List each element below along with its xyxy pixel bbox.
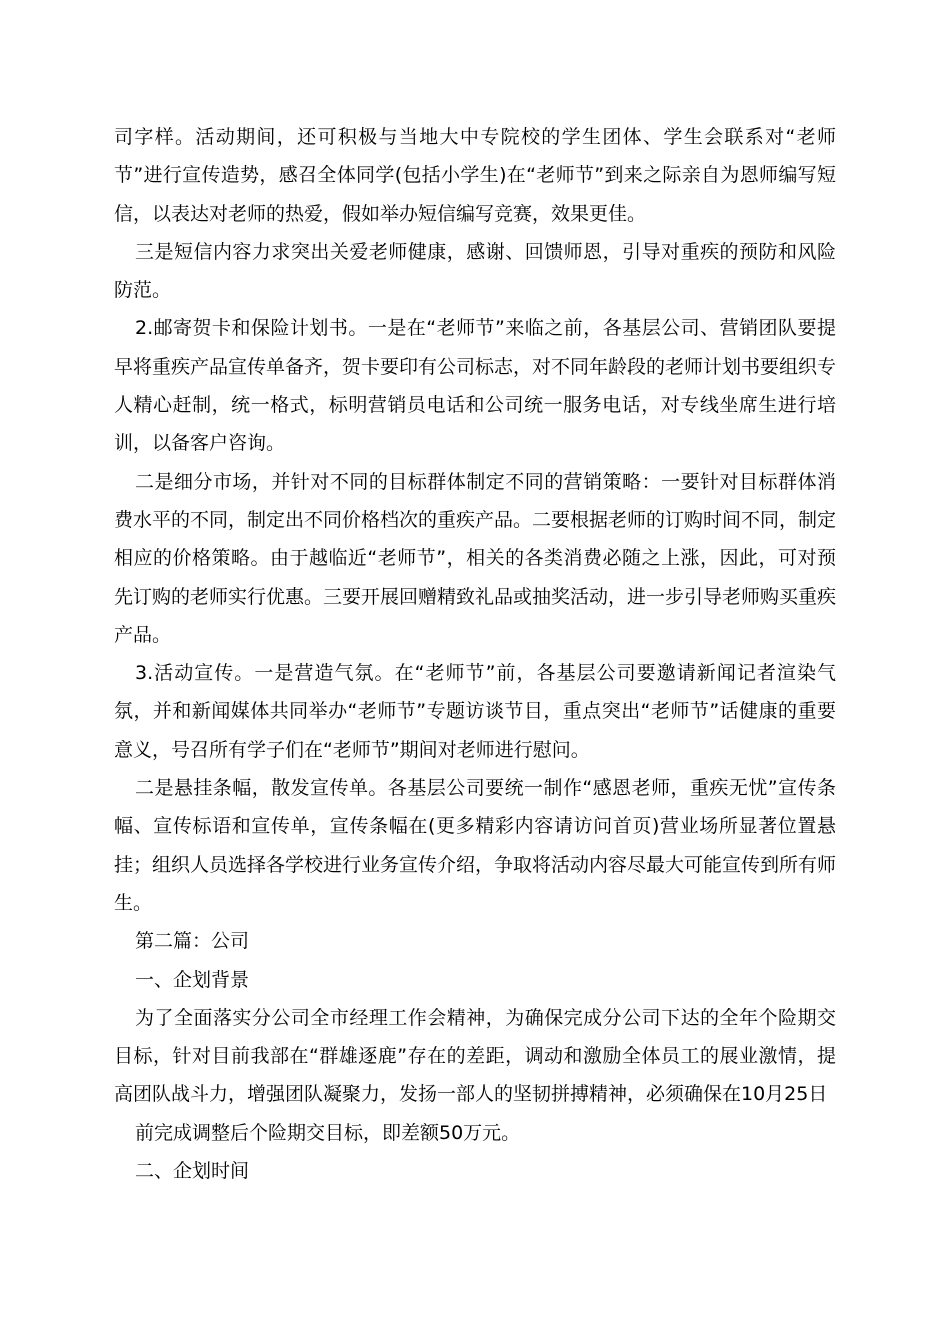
paragraph-sms-content: 三是短信内容力求突出关爱老师健康，感谢、回馈师恩，引导对重疾的预防和风险防范。 — [114, 240, 836, 302]
paragraph-banners: 二是悬挂条幅，散发宣传单。各基层公司要统一制作“感恩老师，重疾无忧”宣传条幅、宣传标语和宣传单，宣传条幅在(更多精彩内容请访问首页)营业场所显著位置悬挂；组织人员选择各学校进行业务宣传介绍，争取将活动内容尽最大可能宣传到所有师生。 — [114, 777, 837, 914]
paragraph-continuation: 司字样。活动期间，还可积极与当地大中专院校的学生团体、学生会联系对“老师节”进行宣传造势，感召全体同学(包括小学生)在“老师节”到来之际亲自为恩师编写短信，以表达对老师的热爱，假如举办短信编写竞赛，效果更佳。 — [114, 126, 836, 225]
section-heading-background: 一、企划背景 — [135, 968, 250, 991]
paragraph-activity-promotion: 3.活动宣传。一是营造气氛。在“老师节”前，各基层公司要邀请新闻记者渲染气氛，并和新闻媒体共同举办“老师节”专题访谈节目，重点突出“老师节”话健康的重要意义，号召所有学子们在“老师节”期间对老师进行慰问。 — [114, 662, 836, 761]
section-heading-time: 二、企划时间 — [135, 1160, 250, 1183]
document-body — [114, 118, 836, 1190]
paragraph-market-segmentation: 二是细分市场，并针对不同的目标群体制定不同的营销策略：一要针对目标群体消费水平的不同，制定出不同价格档次的重疾产品。二要根据老师的订购时间不同，制定相应的价格策略。由于越临近“老师节”，相关的各类消费必随之上涨，因此，可对预先订购的老师实行优惠。三要开展回赠精致礼品或抽奖活动，进一步引导老师购买重疾产品。 — [114, 470, 837, 646]
paragraph-background: 为了全面落实分公司全市经理工作会精神，为确保完成分公司下达的全年个险期交目标，针对目前我部在“群雄逐鹿”存在的差距，调动和激励全体员工的展业激情，提高团队战斗力，增强团队凝聚力，发扬一部人的坚韧拼搏精神，必须确保在10月25日 — [114, 1006, 836, 1106]
section-heading-part-two: 第二篇：公司 — [135, 930, 250, 953]
paragraph-mail-cards: 2.邮寄贺卡和保险计划书。一是在“老师节”来临之前，各基层公司、营销团队要提早将重疾产品宣传单备齐，贺卡要印有公司标志，对不同年龄段的老师计划书要组织专人精心赶制，统一格式，标明营销员电话和公司统一服务电话，对专线坐席生进行培训，以备客户咨询。 — [114, 317, 837, 455]
paragraph-target: 前完成调整后个险期交目标，即差额50万元。 — [135, 1121, 521, 1144]
